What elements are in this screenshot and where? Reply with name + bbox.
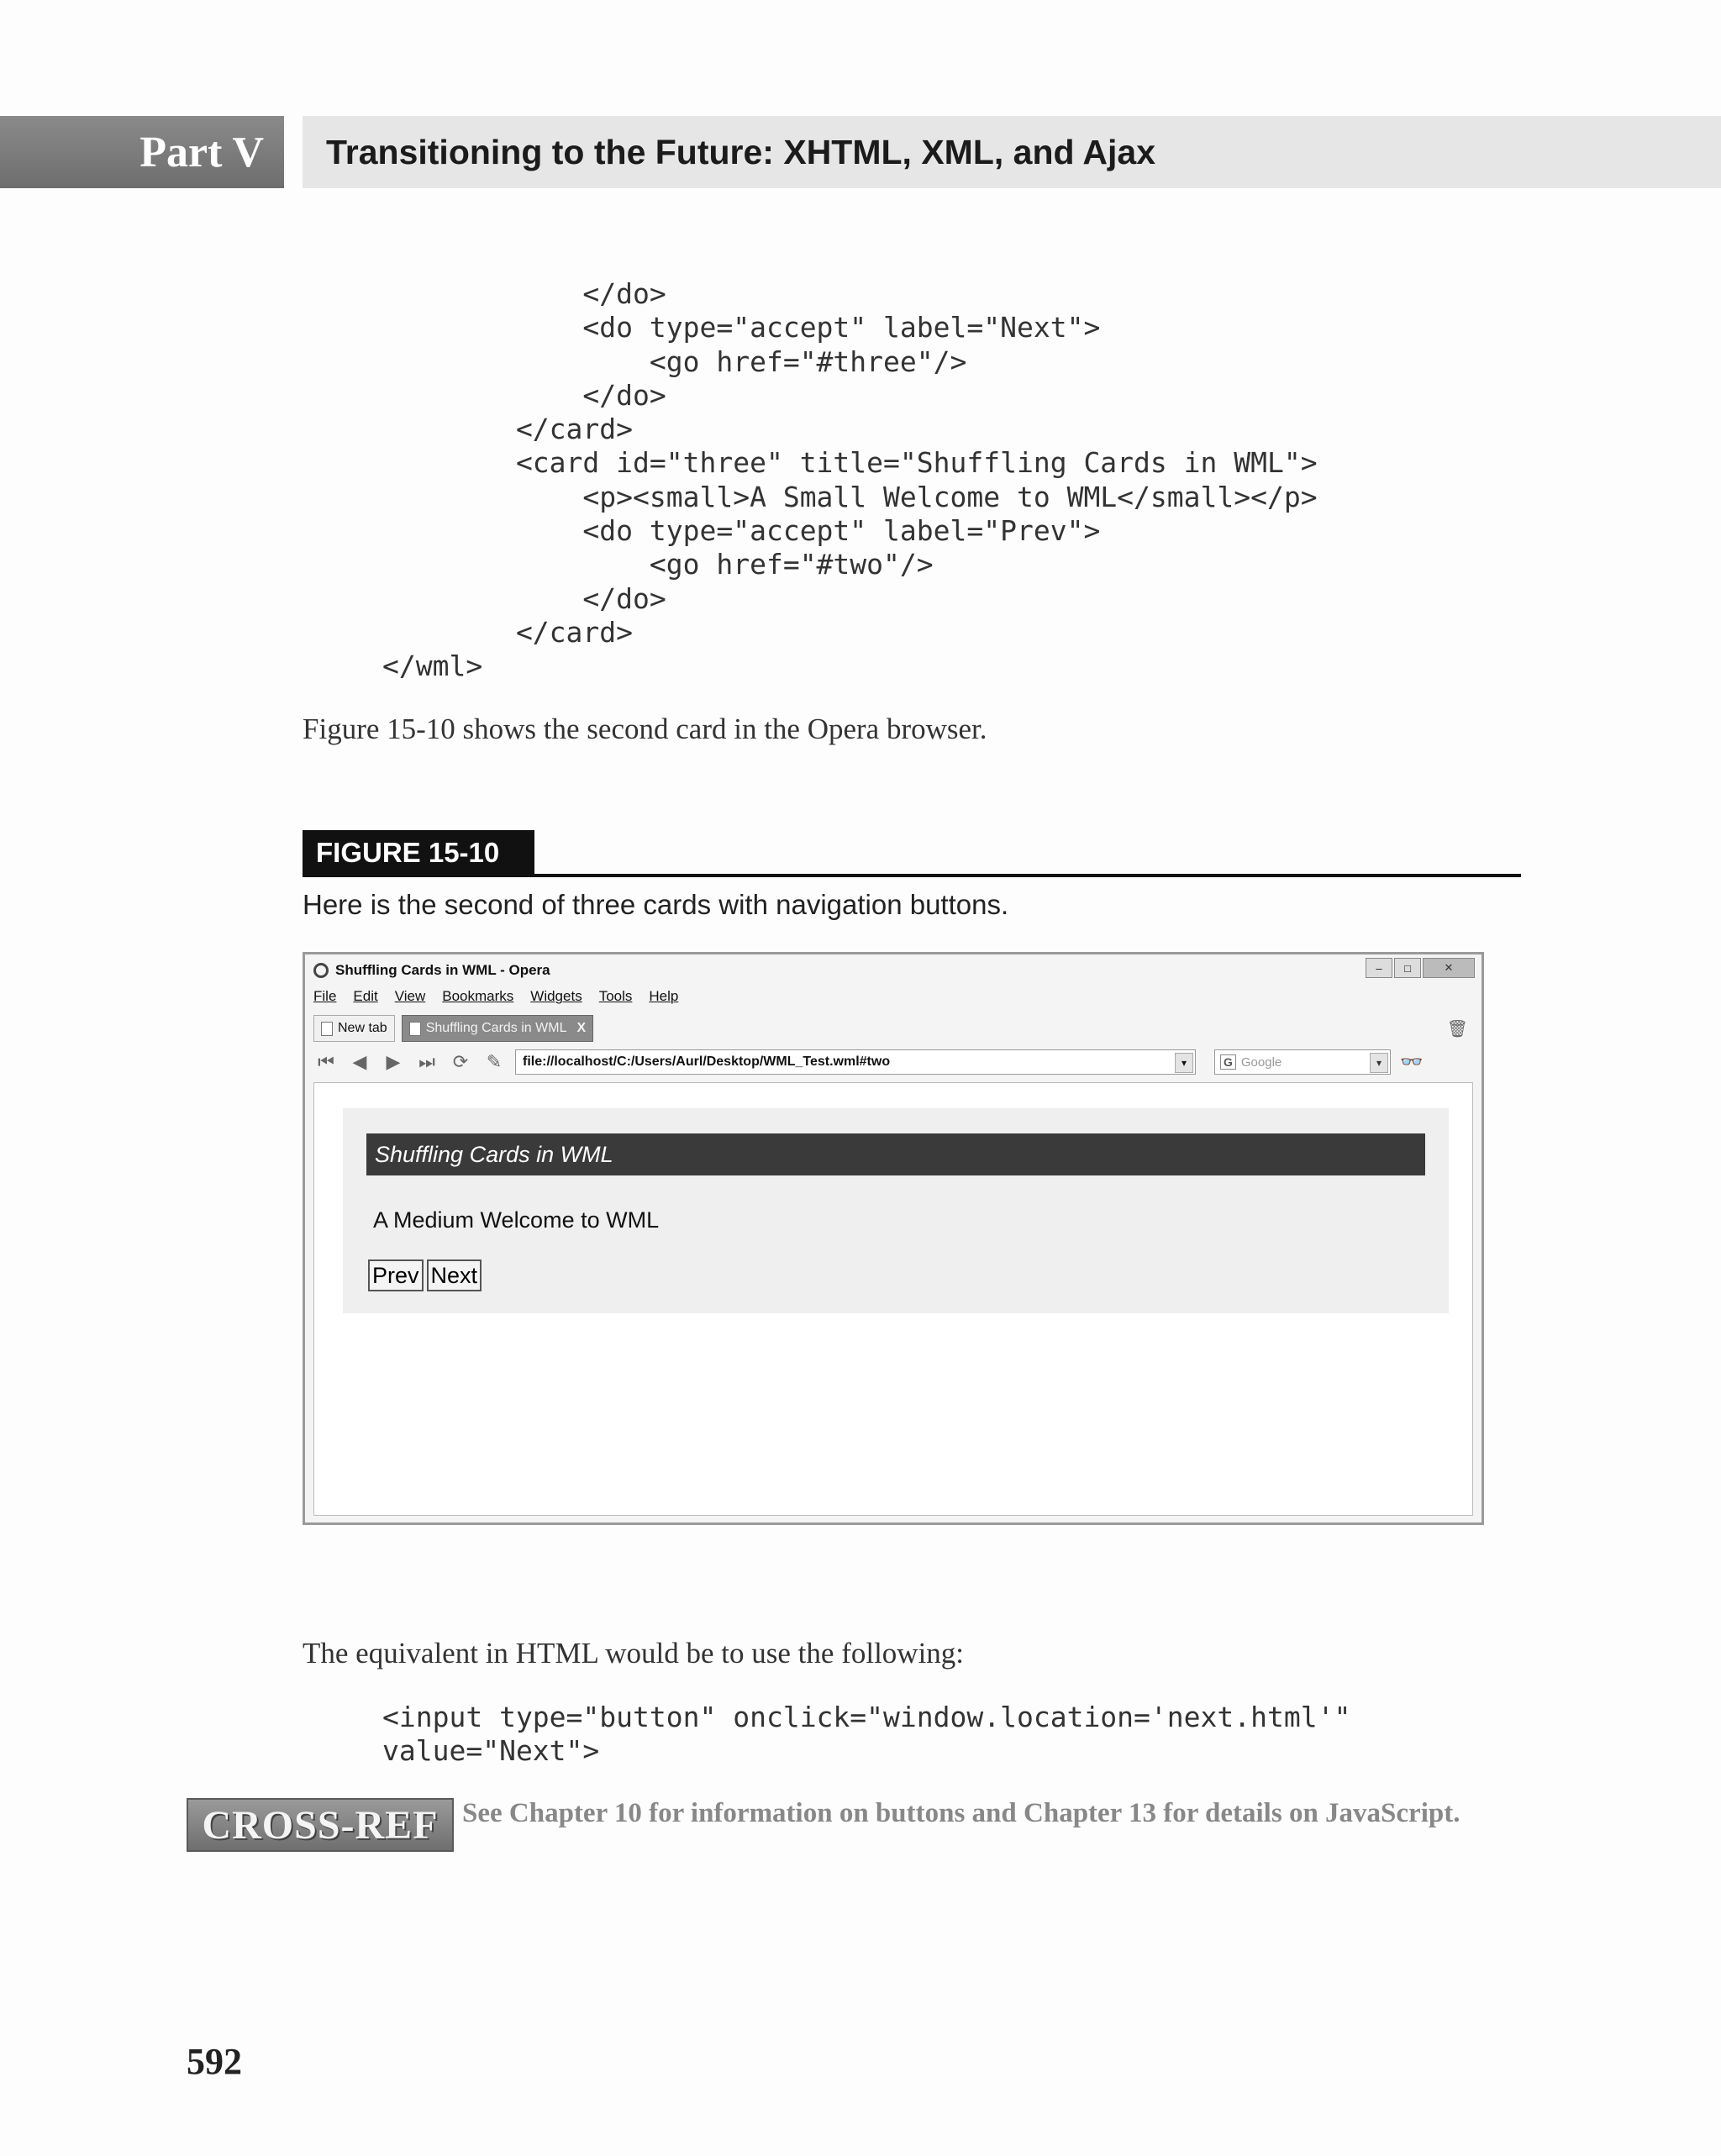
figure-label: FIGURE 15-10	[303, 830, 534, 876]
page-viewport	[313, 1082, 1473, 1516]
google-icon: G	[1220, 1054, 1236, 1070]
back-icon[interactable]: ◀	[352, 1051, 367, 1072]
code-line: <go href="#two"/>	[382, 548, 934, 581]
code-line: <do type="accept" label="Prev">	[382, 514, 1101, 548]
tab-new[interactable]	[313, 1015, 395, 1042]
part-label: Part V	[0, 116, 284, 188]
menu-tools[interactable]: Tools	[598, 988, 633, 1004]
code-line: value="Next">	[382, 1734, 600, 1768]
menu-bar	[313, 988, 678, 1005]
page-icon	[409, 1022, 421, 1036]
window-title: Shuffling Cards in WML - Opera	[335, 962, 550, 978]
code-line: <do type="accept" label="Next">	[382, 311, 1101, 344]
tab-close-icon[interactable]: X	[576, 1021, 587, 1035]
card-text: A Medium Welcome to WML	[373, 1207, 660, 1233]
tab-bar	[313, 1013, 1473, 1044]
card-title: Shuffling Cards in WML	[366, 1133, 1425, 1175]
code-line: </wml>	[382, 649, 483, 683]
minimize-icon[interactable]: –	[1366, 958, 1392, 978]
window-titlebar	[305, 954, 1482, 986]
window-controls	[1366, 958, 1475, 978]
code-line: <input type="button" onclick="window.location='next.html'"	[382, 1701, 1351, 1733]
menu-view[interactable]: View	[394, 988, 426, 1004]
chevron-down-icon[interactable]: ▾	[1175, 1053, 1193, 1073]
code-block-html	[382, 1701, 1350, 1769]
trash-icon[interactable]: 🗑	[1446, 1020, 1468, 1039]
menu-bookmarks[interactable]: Bookmarks	[442, 988, 514, 1004]
wml-card	[343, 1108, 1449, 1313]
figure-caption: Here is the second of three cards with navigation buttons.	[303, 889, 1009, 920]
forward-icon[interactable]: ▶	[386, 1051, 401, 1072]
maximize-icon[interactable]: □	[1394, 958, 1421, 978]
prev-button[interactable]: Prev	[368, 1259, 424, 1291]
binoculars-icon[interactable]: 👓	[1400, 1051, 1424, 1072]
url-text: file://localhost/C:/Users/Aurl/Desktop/WML_Test.wml#two	[523, 1054, 891, 1069]
figure-rule	[303, 874, 1521, 877]
chapter-header	[303, 116, 1721, 188]
code-line: </do>	[382, 378, 666, 412]
code-line: <p><small>A Small Welcome to WML</small></p>	[382, 480, 1318, 513]
search-input[interactable]	[1214, 1049, 1391, 1075]
address-toolbar	[313, 1045, 1473, 1079]
card-nav	[368, 1259, 482, 1291]
menu-widgets[interactable]: Widgets	[530, 988, 582, 1004]
code-line: </card>	[382, 615, 634, 649]
browser-screenshot	[303, 952, 1484, 1525]
close-window-icon[interactable]: ✕	[1423, 958, 1475, 978]
code-block-wml	[382, 277, 1318, 684]
edit-pen-icon[interactable]: ✎	[486, 1051, 503, 1072]
address-input[interactable]	[515, 1049, 1196, 1075]
page-number: 592	[187, 2041, 242, 2082]
code-line: <go href="#three"/>	[382, 344, 967, 378]
menu-edit[interactable]: Edit	[353, 988, 378, 1004]
chapter-title: Transitioning to the Future: XHTML, XML, and Ajax	[326, 132, 1156, 171]
next-button[interactable]: Next	[427, 1259, 482, 1291]
fast-forward-icon[interactable]: ⏭	[418, 1051, 435, 1072]
tab-label: New tab	[338, 1021, 387, 1035]
cross-ref-text: See Chapter 10 for information on buttons and Chapter 13 for details on JavaScript.	[462, 1798, 1460, 1828]
body-paragraph: The equivalent in HTML would be to use the following:	[303, 1637, 965, 1670]
page-icon	[321, 1022, 333, 1036]
code-line: </do>	[382, 277, 666, 310]
code-line: </do>	[382, 581, 666, 615]
chevron-down-icon[interactable]: ▾	[1370, 1053, 1388, 1073]
reload-icon[interactable]: ⟳	[452, 1051, 469, 1072]
opera-logo-icon	[313, 963, 329, 978]
tab-shuffling-cards[interactable]	[402, 1015, 593, 1042]
menu-help[interactable]: Help	[649, 988, 679, 1004]
code-line: </card>	[382, 413, 634, 446]
tab-label: Shuffling Cards in WML	[425, 1021, 567, 1035]
menu-file[interactable]: File	[313, 988, 337, 1004]
code-line: <card id="three" title="Shuffling Cards in WML">	[382, 446, 1318, 480]
body-paragraph: Figure 15-10 shows the second card in the Opera browser.	[303, 713, 987, 745]
cross-ref-badge: CROSS-REF	[187, 1798, 454, 1852]
search-placeholder: Google	[1240, 1054, 1282, 1070]
rewind-icon[interactable]: ⏮	[318, 1051, 334, 1072]
